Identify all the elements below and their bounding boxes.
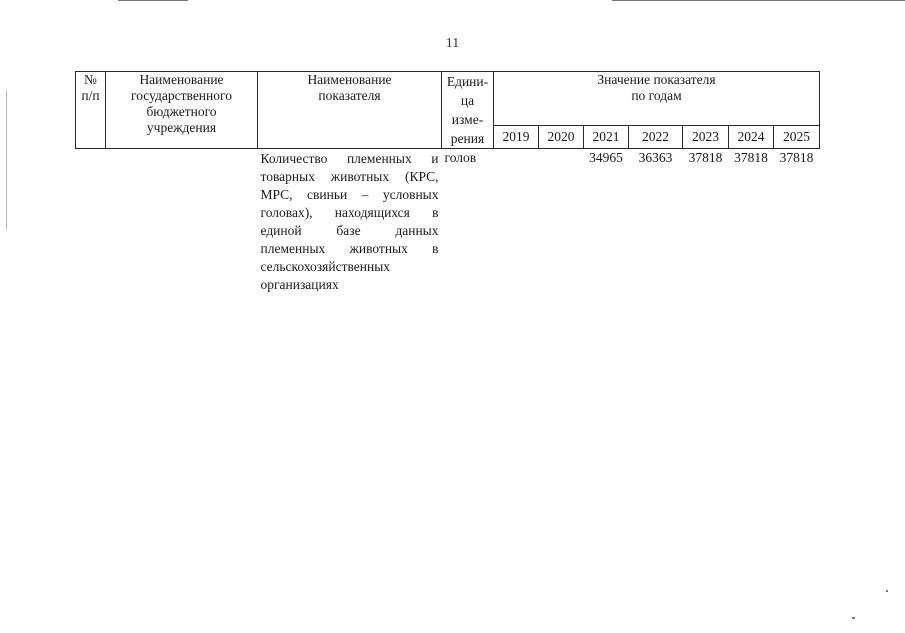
scan-edge-mark-top-right (612, 0, 905, 1)
header-institution: Наименование государственного бюджетного учреждения (106, 72, 258, 149)
row-value-2024: 37818 (734, 150, 768, 165)
header-indicator: Наименование показателя (258, 72, 442, 149)
header-year-2024: 2024 (729, 126, 774, 149)
header-year-2023: 2023 (683, 126, 729, 149)
header-year-2019: 2019 (494, 126, 539, 149)
header-year-2022: 2022 (629, 126, 683, 149)
row-value-2019 (494, 149, 539, 295)
page-number: 11 (445, 36, 460, 51)
row-indicator: Количество племенных и товарных животных (КРС, МРС, свиньи – условных головах), находящихся в единой базе данных племенных животных в сельскохозяйственных организациях (260, 151, 439, 292)
row-unit: голов (444, 150, 477, 165)
row-institution (106, 149, 258, 295)
header-year-2025: 2025 (774, 126, 820, 149)
row-value-2020 (539, 149, 584, 295)
header-value-group: Значение показателя по годам (494, 72, 820, 126)
row-value-2021: 34965 (589, 150, 623, 165)
indicator-table (75, 71, 820, 294)
header-num: № п/п (76, 72, 106, 149)
row-value-2025: 37818 (779, 150, 814, 165)
table-row (76, 149, 820, 295)
scan-edge-mark-left (6, 90, 7, 230)
row-num (76, 149, 106, 295)
header-year-2020: 2020 (539, 126, 584, 149)
row-value-2023: 37818 (688, 150, 723, 165)
header-row-top (76, 72, 820, 126)
scan-dot (852, 617, 855, 619)
header-unit: Едини- ца изме- рения (442, 72, 494, 149)
row-value-2022: 36363 (638, 150, 673, 165)
scan-edge-mark-top (118, 0, 188, 1)
header-year-2021: 2021 (584, 126, 629, 149)
scan-dot (886, 590, 888, 592)
